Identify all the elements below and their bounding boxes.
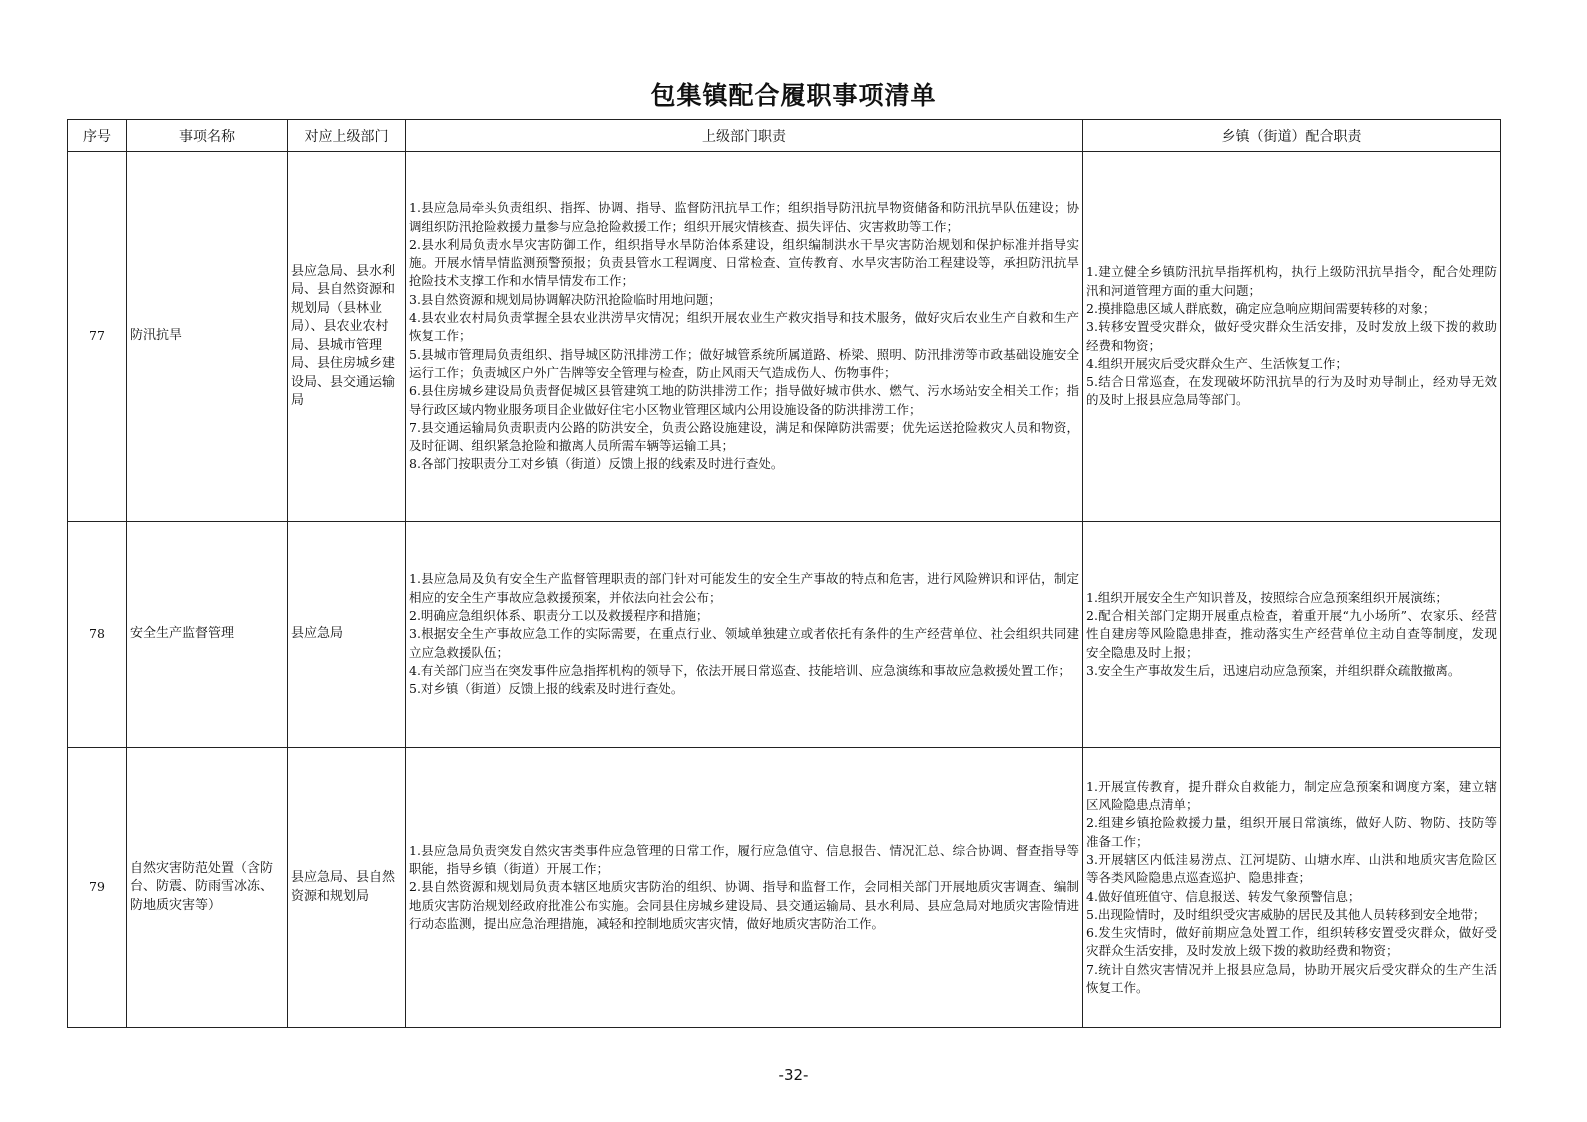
duty-line: 1.县应急局牵头负责组织、指挥、协调、指导、监督防汛抗旱工作；组织指导防汛抗旱物资储备和防汛抗旱队伍建设；协调组织防汛抢险救援力量参与应急抢险救援工作；组织开展灾情核查、损失评估、灾害救助等工作； <box>409 200 1079 234</box>
duty-line: 5.出现险情时，及时组织受灾害威胁的居民及其他人员转移到安全地带； <box>1086 906 1486 922</box>
duty-line: 3.根据安全生产事故应急工作的实际需要，在重点行业、领域单独建立或者依托有条件的生产经营单位、社会组织共同建立应急救援队伍； <box>409 626 1079 660</box>
header-town-duties: 乡镇（街道）配合职责 <box>1083 120 1501 152</box>
row-town-duties <box>1083 152 1501 522</box>
header-dept: 对应上级部门 <box>288 120 406 152</box>
duty-line: 8.各部门按职责分工对乡镇（街道）反馈上报的线索及时进行查处。 <box>409 456 784 472</box>
table-row <box>68 152 1501 522</box>
duty-line: 2.明确应急组织体系、职责分工以及救援程序和措施； <box>409 608 709 624</box>
duty-line: 7.县交通运输局负责职责内公路的防洪安全，负责公路设施建设，满足和保障防洪需要；优先运送抢险救灾人员和物资，及时征调、组织紧急抢险和撤离人员所需车辆等运输工具； <box>409 419 1079 454</box>
duties-table <box>67 119 1501 1028</box>
duty-line: 1.县应急局及负有安全生产监督管理职责的部门针对可能发生的安全生产事故的特点和危害，进行风险辨识和评估，制定相应的安全生产事故应急救援预案，并依法向社会公布； <box>409 571 1079 605</box>
duty-line: 4.做好值班值守、信息报送、转发气象预警信息； <box>1086 888 1361 904</box>
row-num: 79 <box>68 748 127 1028</box>
duty-line: 2.县水利局负责水旱灾害防御工作，组织指导水旱防治体系建设，组织编制洪水干旱灾害防治规划和保护标准并指导实施。开展水情旱情监测预警预报；负责县管水工程调度、日常检查、宣传教育、水旱灾害防治工程建设等，承担防汛抗旱抢险技术支撑工作和水情旱情发布工作； <box>409 236 1079 289</box>
duty-line: 2.县自然资源和规划局负责本辖区地质灾害防治的组织、协调、指导和监督工作，会同相关部门开展地质灾害调查、编制地质灾害防治规划经政府批准公布实施。会同县住房城乡建设局、县交通运输局、县水利局、县应急局对地质灾害险情进行动态监测，提出应急治理措施，减轻和控制地质灾害灾情，做好地质灾害防治工作。 <box>409 879 1079 931</box>
duty-line: 5.县城市管理局负责组织、指导城区防汛排涝工作；做好城管系统所属道路、桥梁、照明、防汛排涝等市政基础设施安全运行工作；负责城区户外广告牌等安全管理与检查，防止风雨天气造成伤人、伤物事件； <box>409 346 1079 380</box>
duty-line: 2.组建乡镇抢险救援力量，组织开展日常演练，做好人防、物防、技防等准备工作； <box>1086 815 1497 849</box>
duty-line: 1.开展宣传教育，提升群众自救能力，制定应急预案和调度方案，建立辖区风险隐患点清单； <box>1086 778 1497 813</box>
duty-line: 4.组织开展灾后受灾群众生产、生活恢复工作； <box>1086 355 1348 371</box>
row-superior-duties <box>406 748 1083 1028</box>
duty-line: 3.县自然资源和规划局协调解决防汛抢险临时用地问题； <box>409 291 721 307</box>
duty-line: 2.摸排隐患区域人群底数，确定应急响应期间需要转移的对象； <box>1086 300 1436 316</box>
row-name: 防汛抗旱 <box>127 152 288 522</box>
row-name: 自然灾害防范处置（含防台、防震、防雨雪冰冻、防地质灾害等） <box>127 748 288 1028</box>
duty-line: 5.对乡镇（街道）反馈上报的线索及时进行查处。 <box>409 681 684 697</box>
table-row <box>68 522 1501 748</box>
row-superior-duties <box>406 152 1083 522</box>
row-num: 78 <box>68 522 127 748</box>
duty-line: 3.安全生产事故发生后，迅速启动应急预案，并组织群众疏散撤离。 <box>1086 662 1461 678</box>
row-dept: 县应急局 <box>288 522 406 748</box>
header-name: 事项名称 <box>127 120 288 152</box>
table-row <box>68 748 1501 1028</box>
row-town-duties <box>1083 522 1501 748</box>
page-number: -32- <box>778 1066 809 1084</box>
duty-line: 3.开展辖区内低洼易涝点、江河堤防、山塘水库、山洪和地质灾害危险区等各类风险隐患点巡查巡护、隐患排查； <box>1086 851 1497 886</box>
duty-line: 3.转移安置受灾群众，做好受灾群众生活安排，及时发放上级下拨的救助经费和物资； <box>1086 319 1497 353</box>
duty-line: 4.县农业农村局负责掌握全县农业洪涝旱灾情况；组织开展农业生产救灾指导和技术服务，做好灾后农业生产自救和生产恢复工作； <box>409 310 1079 344</box>
duty-line: 2.配合相关部门定期开展重点检查，着重开展“九小场所”、农家乐、经营性自建房等风险隐患排查，推动落实生产经营单位主动自查等制度，发现安全隐患及时上报； <box>1086 608 1497 660</box>
header-superior-duties: 上级部门职责 <box>406 120 1083 152</box>
row-dept: 县应急局、县水利局、县自然资源和规划局（县林业局）、县农业农村局、县城市管理局、县住房城乡建设局、县交通运输局 <box>288 152 406 522</box>
table-header-row <box>68 120 1501 152</box>
duty-line: 6.发生灾情时，做好前期应急处置工作，组织转移安置受灾群众，做好受灾群众生活安排，及时发放上级下拨的救助经费和物资； <box>1086 925 1497 959</box>
duty-line: 6.县住房城乡建设局负责督促城区县管建筑工地的防洪排涝工作；指导做好城市供水、燃气、污水场站安全相关工作；指导行政区域内物业服务项目企业做好住宅小区物业管理区域内公用设施设备的防洪排涝工作； <box>409 383 1079 417</box>
duty-line: 7.统计自然灾害情况并上报县应急局，协助开展灾后受灾群众的生产生活恢复工作。 <box>1086 961 1497 995</box>
row-superior-duties <box>406 522 1083 748</box>
duty-line: 1.建立健全乡镇防汛抗旱指挥机构，执行上级防汛抗旱指令，配合处理防汛和河道管理方面的重大问题； <box>1086 264 1497 298</box>
page-title: 包集镇配合履职事项清单 <box>650 81 937 110</box>
row-num: 77 <box>68 152 127 522</box>
duty-line: 4.有关部门应当在突发事件应急指挥机构的领导下，依法开展日常巡查、技能培训、应急演练和事故应急救援处置工作； <box>409 662 1071 678</box>
row-dept: 县应急局、县自然资源和规划局 <box>288 748 406 1028</box>
duty-line: 5.结合日常巡查，在发现破坏防汛抗旱的行为及时劝导制止，经劝导无效的及时上报县应急局等部门。 <box>1086 374 1497 408</box>
header-num: 序号 <box>68 120 127 152</box>
row-name: 安全生产监督管理 <box>127 522 288 748</box>
duty-line: 1.组织开展安全生产知识普及，按照综合应急预案组织开展演练； <box>1086 589 1448 605</box>
duty-line: 1.县应急局负责突发自然灾害类事件应急管理的日常工作，履行应急值守、信息报告、情况汇总、综合协调、督查指导等职能，指导乡镇（街道）开展工作； <box>409 842 1079 877</box>
row-town-duties <box>1083 748 1501 1028</box>
